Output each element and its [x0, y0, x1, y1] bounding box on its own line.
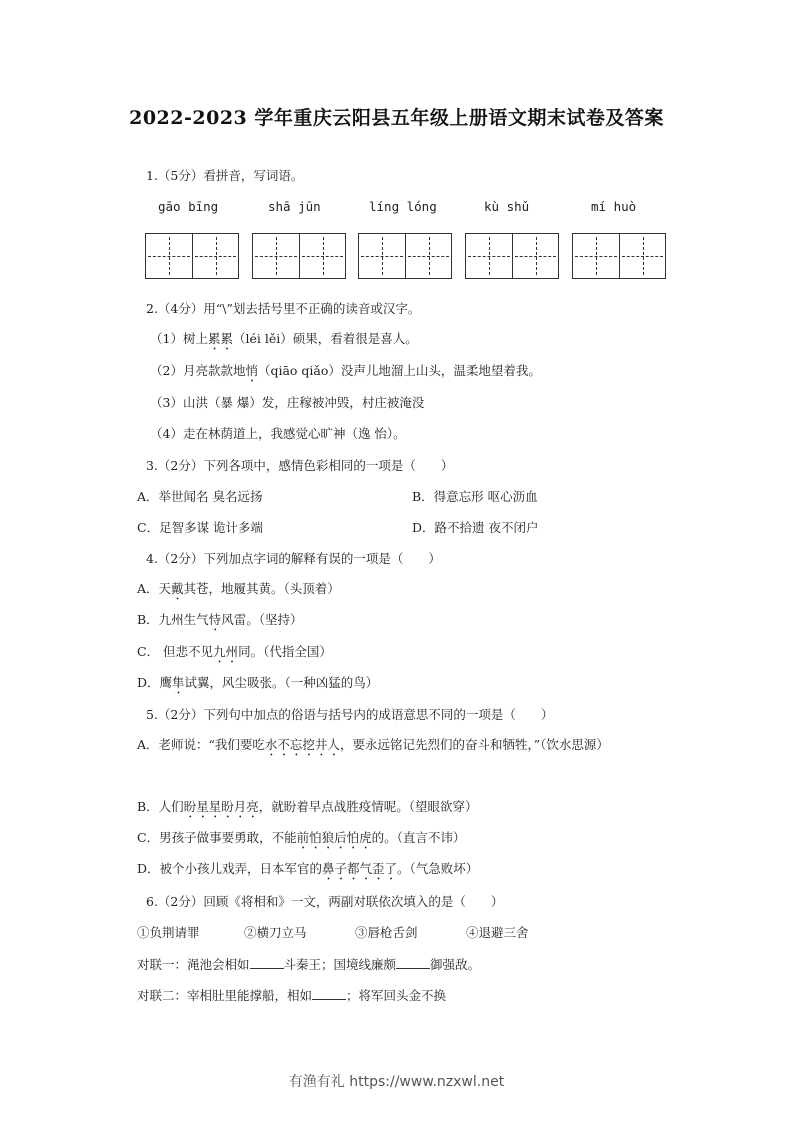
- question-5-option-d[interactable]: [137, 859, 478, 883]
- text: D．被个小孩儿戏弄，日本军官的: [137, 861, 323, 876]
- text: 对联二：宰相肚里能撑船，相如: [137, 988, 313, 1003]
- dotted-text: 悄: [245, 363, 258, 378]
- question-3-option-a[interactable]: A．举世闻名 臭名远扬: [137, 489, 263, 504]
- text: 风雷。（坚持）: [221, 612, 303, 627]
- text: B．人们: [137, 799, 184, 814]
- writing-cell[interactable]: [192, 234, 238, 278]
- dotted-text: 恃: [208, 612, 222, 627]
- question-3-option-d[interactable]: D．路不拾遗 夜不闭户: [412, 520, 539, 535]
- question-4-stem: 4.（2分）下列加点字词的解释有误的一项是（ ）: [146, 551, 441, 566]
- question-1-stem: 1.（5分）看拼音，写词语。: [146, 168, 304, 183]
- question-4-option-a[interactable]: [137, 579, 340, 603]
- tianzige-box-4[interactable]: [465, 233, 559, 279]
- question-3-option-c[interactable]: C．足智多谋 诡计多端: [137, 520, 264, 535]
- text: 的。（直言不讳）: [371, 830, 466, 845]
- question-5-option-a[interactable]: [137, 735, 609, 759]
- text: 同。（代指全国）: [238, 644, 332, 659]
- text: 对联一：渑池会相如: [137, 957, 250, 972]
- text: （1）树上: [150, 331, 208, 346]
- question-2-item-3: （3）山洪（暴 爆）发，庄稼被冲毁，村庄被淹没: [150, 395, 425, 410]
- question-5-option-b[interactable]: [137, 797, 477, 821]
- text: ；将军回头金不换: [346, 988, 447, 1003]
- question-4-option-c[interactable]: [137, 642, 332, 666]
- fill-blank[interactable]: [312, 987, 346, 1000]
- question-3-option-b[interactable]: B．得意忘形 呕心沥血: [412, 489, 538, 504]
- writing-cell[interactable]: [405, 234, 451, 278]
- question-5-option-c[interactable]: [137, 828, 465, 852]
- question-6-stem: 6.（2分）回顾《将相和》一文，两副对联依次填入的是（ ）: [146, 894, 504, 909]
- pinyin-row: [0, 199, 793, 219]
- couplet-2: [137, 986, 446, 1004]
- text: B．九州生气: [137, 612, 209, 627]
- document-title: 2022-2023 学年重庆云阳县五年级上册语文期末试卷及答案: [129, 107, 664, 129]
- dotted-text: 九州: [213, 644, 239, 659]
- text: 御强敌。: [430, 957, 481, 972]
- dotted-text: 戴: [171, 581, 184, 596]
- choice-2: ②横刀立马: [244, 925, 307, 940]
- dotted-text: 累累: [207, 331, 233, 346]
- writing-cell[interactable]: [573, 234, 619, 278]
- choice-4: ④退避三舍: [466, 925, 529, 940]
- writing-cell[interactable]: [619, 234, 665, 278]
- question-2-stem: 2.（4分）用“\”划去括号里不正确的读音或汉字。: [146, 301, 421, 316]
- text: 斗秦王；国境线廉颇: [283, 957, 397, 972]
- text: ，要永远铭记先烈们的奋斗和牺牲，”（饮水思源）: [339, 737, 609, 752]
- writing-cell[interactable]: [359, 234, 405, 278]
- text: C．男孩子做事要勇敢，不能: [137, 830, 297, 845]
- couplet-1: [137, 955, 480, 973]
- text: （qiāo qiǎo）没声儿地溜上山头，温柔地望着我。: [257, 363, 541, 378]
- tianzige-box-1[interactable]: [145, 233, 239, 279]
- question-4-option-b[interactable]: [137, 610, 302, 634]
- question-2-item-2: [150, 361, 541, 385]
- fill-blank[interactable]: [396, 956, 430, 969]
- dotted-text: 水不忘挖井人: [264, 737, 340, 752]
- writing-cell[interactable]: [466, 234, 512, 278]
- writing-cell[interactable]: [512, 234, 558, 278]
- text: 。（气急败坏）: [397, 861, 479, 876]
- text: 其苍，地履其黄。（头顶着）: [183, 581, 340, 596]
- text: ，就盼着早点战胜疫情呢。（望眼欲穿）: [258, 799, 478, 814]
- footer-watermark: 有渔有礼 https://www.nzxwl.net: [288, 1074, 505, 1090]
- text: A．天: [137, 581, 172, 596]
- writing-cell[interactable]: [146, 234, 192, 278]
- question-2-item-4: （4）走在林荫道上，我感觉心旷神（逸 怡）。: [150, 426, 406, 441]
- pinyin-2: shā jūn: [268, 199, 321, 214]
- text: D．鹰: [137, 675, 173, 690]
- dotted-text: 前怕狼后怕虎: [296, 830, 372, 845]
- question-5-stem: 5.（2分）下列句中加点的俗语与括号内的成语意思不同的一项是（ ）: [146, 707, 554, 722]
- pinyin-5: mí huò: [591, 199, 637, 214]
- pinyin-1: gāo bīng: [158, 199, 219, 214]
- dotted-text: 隼: [172, 675, 185, 690]
- choice-1: ①负荆请罪: [137, 925, 200, 940]
- text: （léi lěi）硕果，看着很是喜人。: [232, 331, 418, 346]
- dotted-text: 盼星星盼月亮: [183, 799, 259, 814]
- tianzige-box-2[interactable]: [252, 233, 346, 279]
- tianzige-box-3[interactable]: [358, 233, 452, 279]
- pinyin-3: líng lóng: [369, 199, 437, 214]
- fill-blank[interactable]: [250, 956, 284, 969]
- choice-3: ③唇枪舌剑: [355, 925, 418, 940]
- text: C． 但悲不见: [137, 644, 214, 659]
- text: 试翼，风尘吸张。（一种凶猛的鸟）: [184, 675, 379, 690]
- tianzige-box-5[interactable]: [572, 233, 666, 279]
- writing-cell[interactable]: [299, 234, 345, 278]
- question-4-option-d[interactable]: [137, 673, 378, 697]
- text: （2）月亮款款地: [150, 363, 246, 378]
- writing-cell[interactable]: [253, 234, 299, 278]
- dotted-text: 鼻子都气歪了: [322, 861, 398, 876]
- question-3-stem: 3.（2分）下列各项中，感情色彩相同的一项是（ ）: [146, 458, 454, 473]
- text: A．老师说：“我们要吃: [137, 737, 265, 752]
- question-2-item-1: [150, 329, 418, 353]
- pinyin-4: kù shǔ: [484, 199, 530, 214]
